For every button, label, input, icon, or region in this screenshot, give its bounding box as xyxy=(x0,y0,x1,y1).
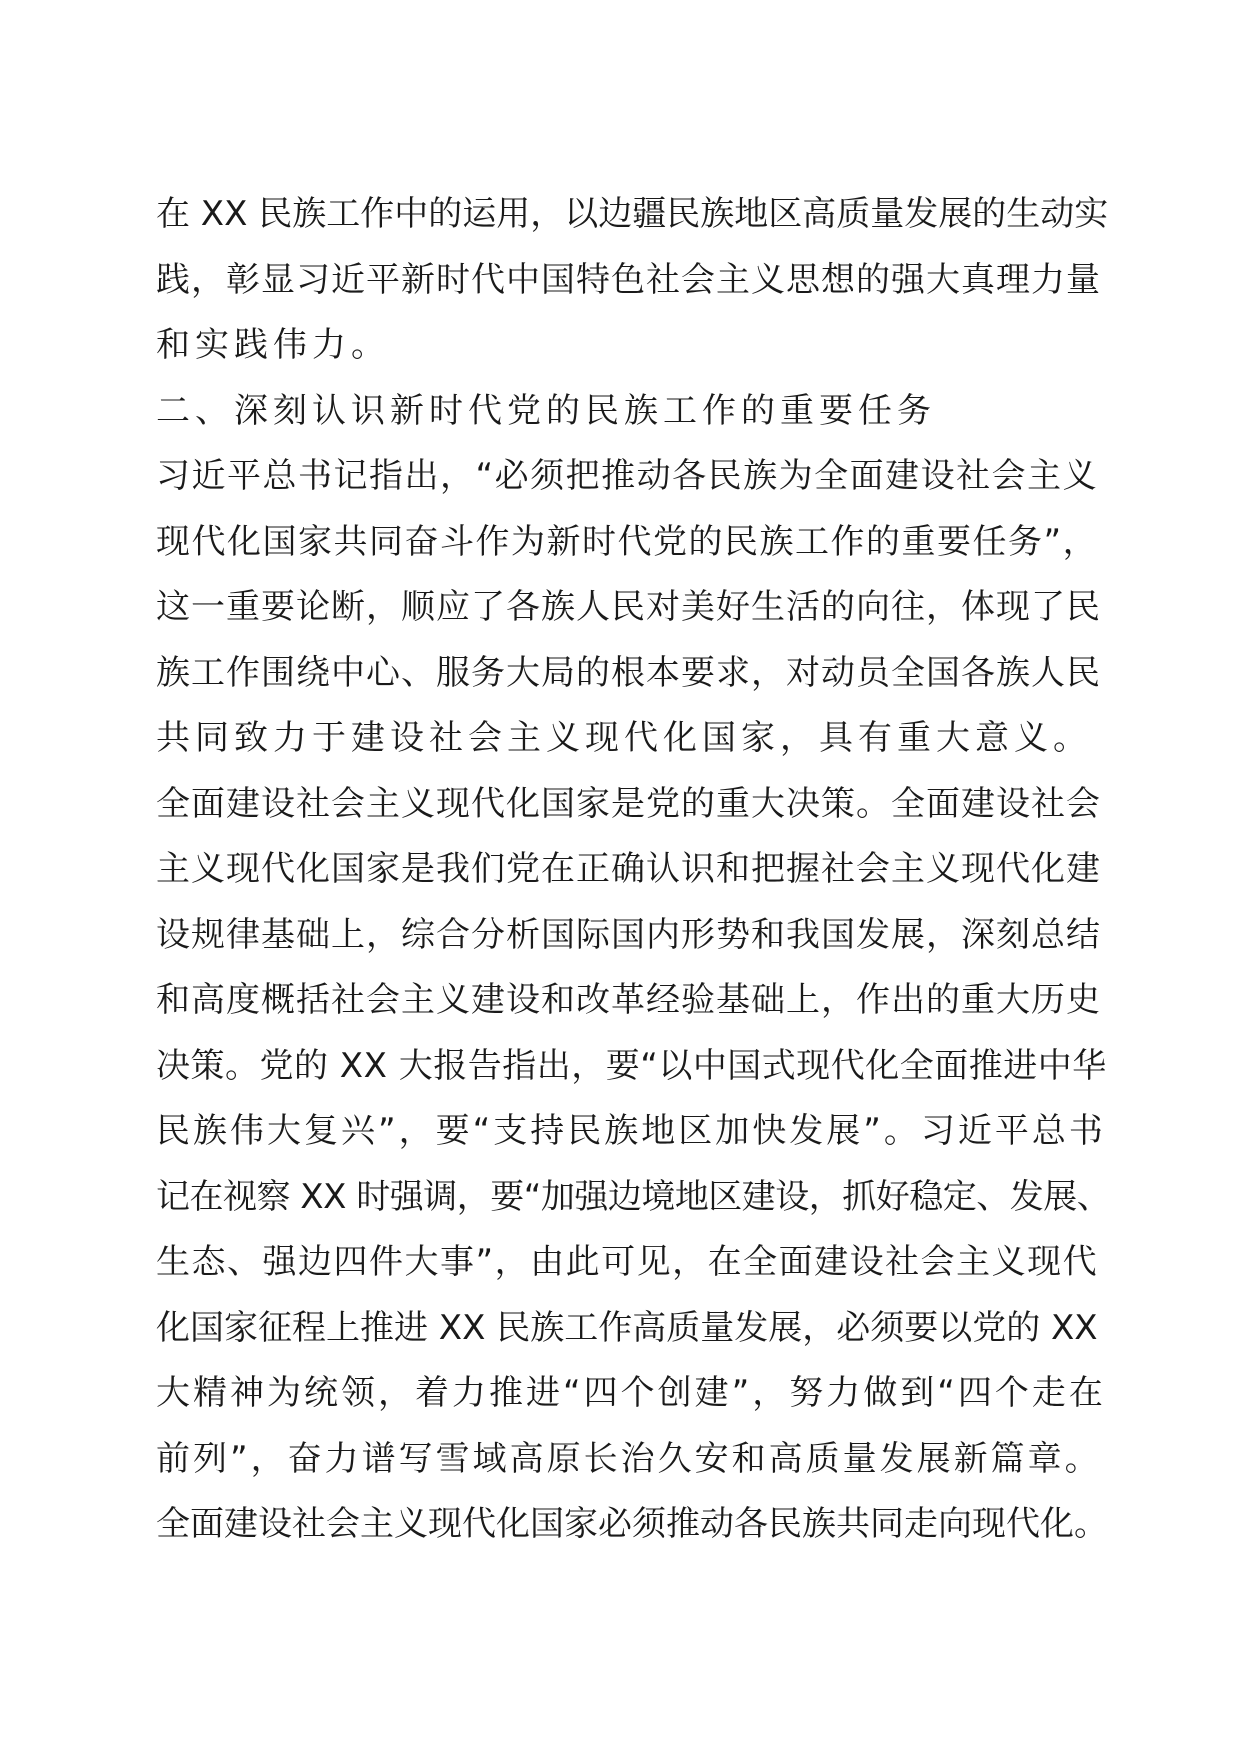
text-line: 大精神为统领，着力推进“四个创建”，努力做到“四个走在 xyxy=(156,1373,1106,1413)
text-line: 和实践伟力。 xyxy=(156,325,390,365)
text-line: 设规律基础上，综合分析国际国内形势和我国发展，深刻总结 xyxy=(156,914,1101,955)
section-heading: 二、深刻认识新时代党的民族工作的重要任务 xyxy=(156,390,936,431)
text-line: 和高度概括社会主义建设和改革经验基础上，作出的重大历史 xyxy=(156,980,1101,1020)
text-line: 共同致力于建设社会主义现代化国家，具有重大意义。 xyxy=(156,718,1092,758)
text-line: 主义现代化国家是我们党在正确认识和把握社会主义现代化建 xyxy=(156,849,1101,889)
text-line: 决策。党的 XX 大报告指出，要“以中国式现代化全面推进中华 xyxy=(156,1045,1107,1086)
text-line: 记在视察 XX 时强调，要“加强边境地区建设，抓好稳定、发展、 xyxy=(156,1176,1111,1217)
text-line: 践，彰显习近平新时代中国特色社会主义思想的强大真理力量 xyxy=(156,259,1101,300)
document-body xyxy=(156,182,1111,1558)
text-line: 全面建设社会主义现代化国家是党的重大决策。全面建设社会 xyxy=(156,783,1101,824)
text-line: 全面建设社会主义现代化国家必须推动各民族共同走向现代化。 xyxy=(156,1504,1108,1544)
text-line: 现代化国家共同奋斗作为新时代党的民族工作的重要任务”， xyxy=(156,521,1099,562)
text-line: 民族伟大复兴”，要“支持民族地区加快发展”。习近平总书 xyxy=(156,1111,1106,1151)
text-line: 前列”，奋力谱写雪域高原长治久安和高质量发展新篇章。 xyxy=(156,1438,1102,1479)
text-line: 化国家征程上推进 XX 民族工作高质量发展，必须要以党的 XX xyxy=(156,1307,1098,1348)
text-line: 在 XX 民族工作中的运用，以边疆民族地区高质量发展的生动实 xyxy=(156,194,1109,234)
text-line: 这一重要论断，顺应了各族人民对美好生活的向往，体现了民 xyxy=(156,587,1101,627)
text-line: 习近平总书记指出，“必须把推动各民族为全面建设社会主义 xyxy=(156,456,1099,496)
text-line: 族工作围绕中心、服务大局的根本要求，对动员全国各族人民 xyxy=(156,652,1101,693)
text-line: 生态、强边四件大事”，由此可见，在全面建设社会主义现代 xyxy=(156,1242,1099,1282)
